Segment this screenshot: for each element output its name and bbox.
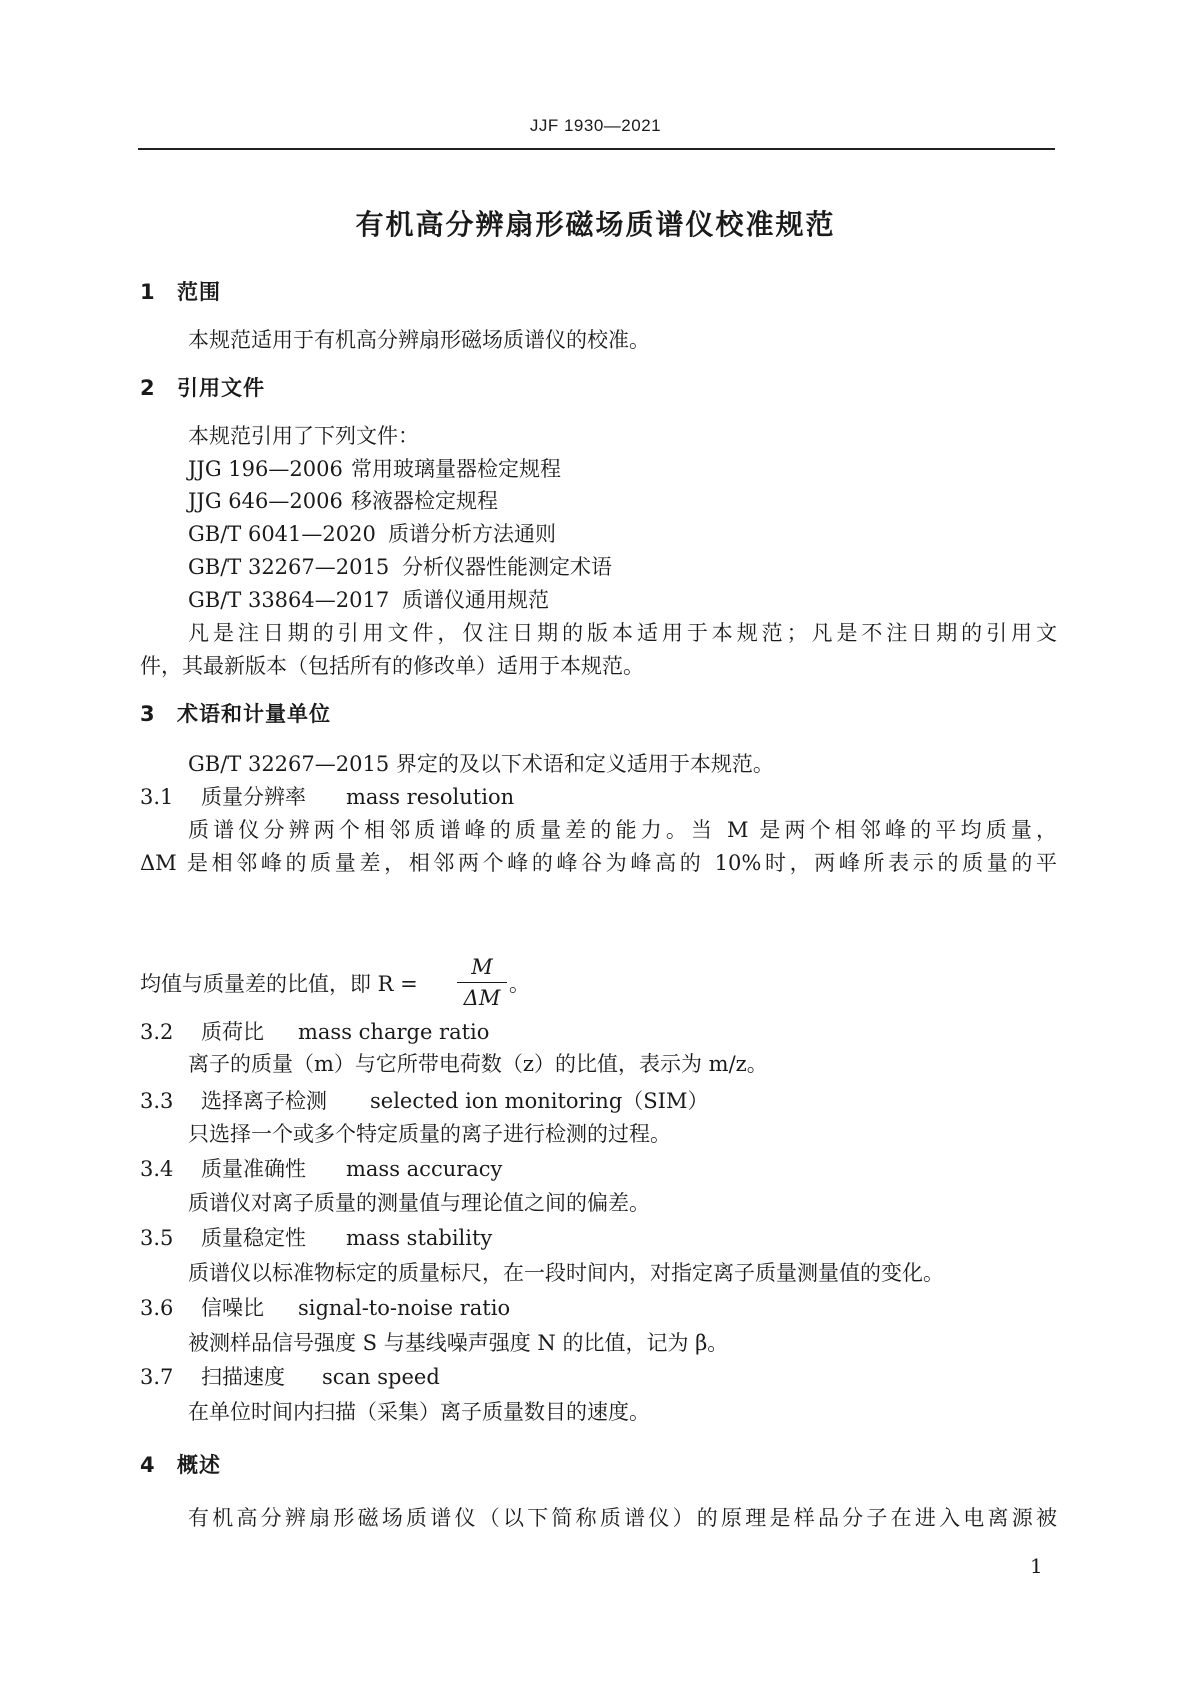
term-number: 3.7: [140, 1365, 174, 1389]
reference-code: JJG 196—2006: [188, 457, 343, 481]
resolution-fraction: [457, 954, 507, 1011]
term-chinese: 质量稳定性: [201, 1226, 306, 1250]
punctuation: 。: [509, 972, 530, 996]
section-title: 术语和计量单位: [177, 702, 331, 726]
reference-name: 常用玻璃量器检定规程: [351, 457, 561, 481]
section-number: 1: [140, 280, 155, 304]
term-number: 3.5: [140, 1226, 174, 1250]
term-english: mass charge ratio: [298, 1020, 490, 1044]
term-english: mass accuracy: [346, 1157, 503, 1181]
reference-code: GB/T 33864—2017: [188, 588, 390, 612]
page-header: JJF 1930—2021: [529, 116, 662, 135]
term-english: scan speed: [322, 1365, 440, 1389]
document-title: 有机高分辨扇形磁场质谱仪校准规范: [355, 208, 836, 241]
header-rule: [138, 148, 1055, 150]
reference-code: GB/T 32267—2015: [188, 555, 390, 579]
term-number: 3.4: [140, 1157, 174, 1181]
section-number: 3: [140, 702, 155, 726]
term-english: selected ion monitoring（SIM）: [370, 1089, 709, 1113]
term-number: 3.6: [140, 1296, 174, 1320]
term-chinese: 扫描速度: [201, 1365, 285, 1389]
section-number: 4: [140, 1453, 155, 1477]
term-english: mass resolution: [346, 785, 515, 809]
term-chinese: 质量分辨率: [201, 785, 306, 809]
section-title: 概述: [177, 1453, 221, 1477]
term-definition-line: 均值与质量差的比值，即 R =: [140, 972, 418, 996]
reference-name: 移液器检定规程: [351, 489, 498, 513]
term-number: 3.1: [140, 785, 174, 809]
section-title: 引用文件: [177, 376, 265, 400]
term-english: mass stability: [346, 1226, 493, 1250]
term-number: 3.3: [140, 1089, 174, 1113]
page-number: 1: [1030, 1554, 1043, 1578]
term-number: 3.2: [140, 1020, 174, 1044]
fraction-denominator: ΔM: [463, 986, 501, 1011]
reference-code: GB/T 6041—2020: [188, 522, 376, 546]
section-number: 2: [140, 376, 155, 400]
reference-name: 分析仪器性能测定术语: [402, 555, 612, 579]
term-chinese: 质荷比: [201, 1020, 264, 1044]
term-chinese: 信噪比: [201, 1296, 264, 1320]
section-title: 范围: [177, 280, 221, 304]
reference-name: 质谱分析方法通则: [388, 522, 556, 546]
term-english: signal-to-noise ratio: [298, 1296, 511, 1320]
reference-code: JJG 646—2006: [188, 489, 343, 513]
term-chinese: 选择离子检测: [201, 1089, 327, 1113]
fraction-bar: [457, 982, 507, 983]
term-chinese: 质量准确性: [201, 1157, 306, 1181]
reference-name: 质谱仪通用规范: [402, 588, 549, 612]
fraction-numerator: M: [471, 955, 493, 979]
